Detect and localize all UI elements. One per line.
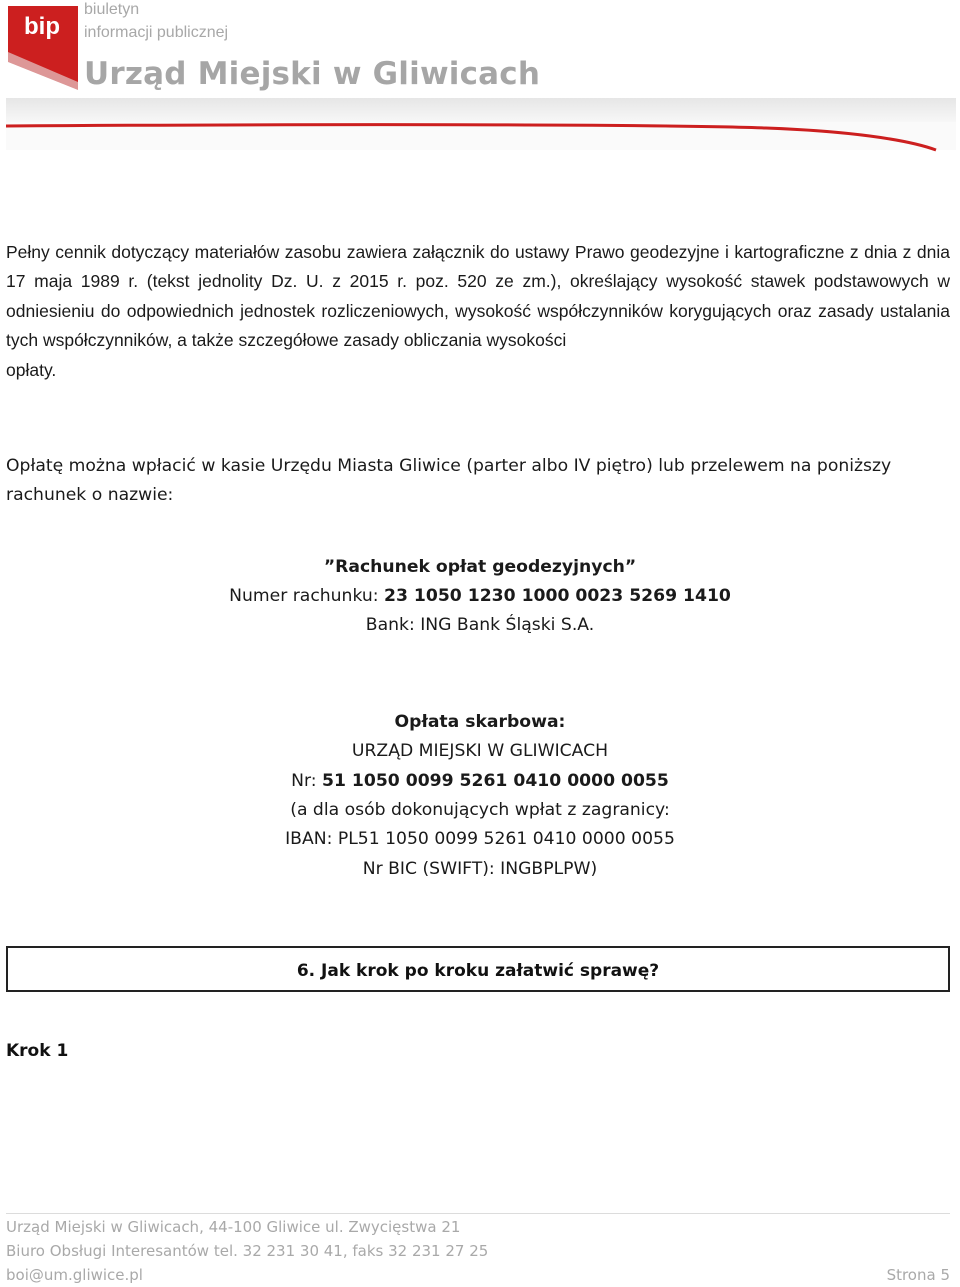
- header-title: Urząd Miejski w Gliwicach: [84, 56, 541, 92]
- account-number-label: Numer rachunku:: [229, 586, 385, 606]
- paragraph-price-list-last-line: opłaty.: [6, 359, 57, 380]
- stamp-duty-heading: Opłata skarbowa:: [394, 712, 566, 732]
- account-name: ”Rachunek opłat geodezyjnych”: [323, 557, 637, 577]
- footer-email: boi@um.gliwice.pl: [6, 1266, 143, 1284]
- paragraph-payment-text: Opłatę można wpłacić w kasie Urzędu Miasta Gliwice (parter albo IV piętro) lub przelewem na poniższy: [6, 456, 892, 476]
- paragraph-payment-last-line: rachunek o nazwie:: [6, 485, 174, 506]
- section-box: [6, 946, 950, 992]
- bip-logo: [6, 4, 80, 92]
- stamp-duty-nr: 51 1050 0099 5261 0410 0000 0055: [322, 771, 669, 791]
- step-label: Krok 1: [6, 1041, 69, 1061]
- footer-divider: [6, 1213, 950, 1214]
- footer-contact: Biuro Obsługi Interesantów tel. 32 231 30 41, faks 32 231 27 25: [6, 1242, 489, 1260]
- page-number: Strona 5: [886, 1266, 950, 1284]
- stamp-duty-foreign-note: (a dla osób dokonujących wpłat z zagranicy:: [290, 800, 670, 820]
- header-line-biuletyn: biuletyn: [84, 1, 140, 18]
- stamp-duty-recipient: URZĄD MIEJSKI W GLIWICACH: [351, 741, 609, 761]
- header-band: [6, 94, 956, 152]
- section-title: 6. Jak krok po kroku załatwić sprawę?: [296, 961, 660, 981]
- footer-address: Urząd Miejski w Gliwicach, 44-100 Gliwice ul. Zwycięstwa 21: [6, 1218, 461, 1236]
- paragraph-payment: [6, 452, 950, 511]
- header-line-informacji: informacji publicznej: [84, 24, 229, 41]
- stamp-duty-iban: IBAN: PL51 1050 0099 5261 0410 0000 0055: [285, 829, 675, 849]
- stamp-duty-bic: Nr BIC (SWIFT): INGBPLPW): [362, 859, 598, 879]
- paragraph-price-list: [6, 238, 950, 385]
- stamp-duty-nr-label: Nr:: [291, 771, 323, 791]
- paragraph-price-list-text: Pełny cennik dotyczący materiałów zasobu zawiera załącznik do ustawy Prawo geodezyjne i kartograficzne z dnia z dnia 17 maja 1989 r. (tekst jednolity Dz. U. z 2015 r. poz. 520 ze zm.), określający wysokość stawek podstawowych w odniesieniu do odpowiednich jednostek rozliczeniowych, wysokość współczynników korygujących oraz zasady ustalania tych współczynników, a także szczegółowe zasady obliczania wysokości: [6, 242, 950, 351]
- svg-text:bip: bip: [24, 13, 60, 40]
- account-bank: Bank: ING Bank Śląski S.A.: [365, 615, 595, 635]
- account-number: 23 1050 1230 1000 0023 5269 1410: [384, 586, 731, 606]
- account-number-line: [0, 582, 960, 612]
- stamp-duty-number-line: [0, 767, 960, 797]
